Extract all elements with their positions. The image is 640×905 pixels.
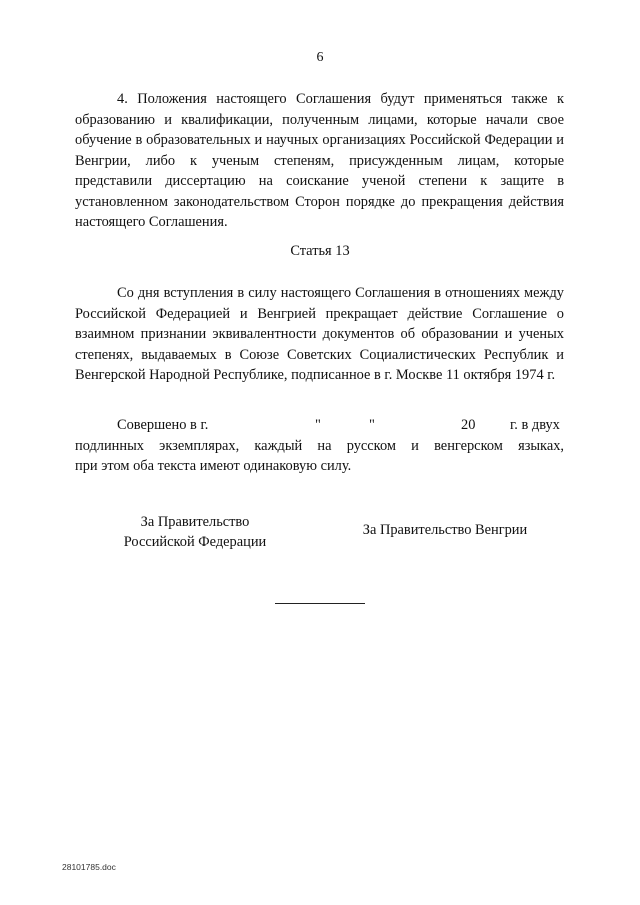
signature-russia-line-2: Российской Федерации [123,534,267,550]
done-at-quote-close: " [369,417,375,433]
footer-filename: 28101785.doc [62,862,116,872]
done-at-year: 20 [461,417,476,433]
signature-hungary: За Правительство Венгрии [362,522,528,538]
page-number: 6 [316,50,324,65]
signature-russia-line-1: За Правительство [140,514,250,530]
done-at-line-3: при этом оба текста имеют одинаковую силу. [75,458,352,474]
done-at-prefix: Совершено в г. [117,417,209,433]
end-divider [275,603,365,604]
article-13-paragraph: Со дня вступления в силу настоящего Соглашения в отношениях между Российской Федерацией и Венгрией прекращает действие Соглашение о взаимном признании эквивалентности документов об образовании и ученых степенях, выдаваемых в Союзе Советских Социалистических Республик и Венгерской Народной Республике, подписанное в г. Москве 11 октября 1974 г. [75,285,564,383]
done-at-suffix: г. в двух [510,417,560,433]
signature-russia [95,512,295,552]
section-4-paragraph: 4. Положения настоящего Соглашения будут применяться также к образованию и квалификации, полученным лицами, которые начали свое обучение в образовательных и научных организациях Российской Федерации и Венгрии, либо к ученым степеням, присужденным лицам, которые представили диссертацию на соискание ученой степени к защите в установленном законодательством Сторон порядке до прекращения действия настоящего Соглашения. [75,91,564,230]
done-at-line-2: подлинных экземплярах, каждый на русском и венгерском языках, [75,437,564,454]
done-at-quote-open: " [315,417,321,433]
article-13-heading: Статья 13 [290,243,350,259]
